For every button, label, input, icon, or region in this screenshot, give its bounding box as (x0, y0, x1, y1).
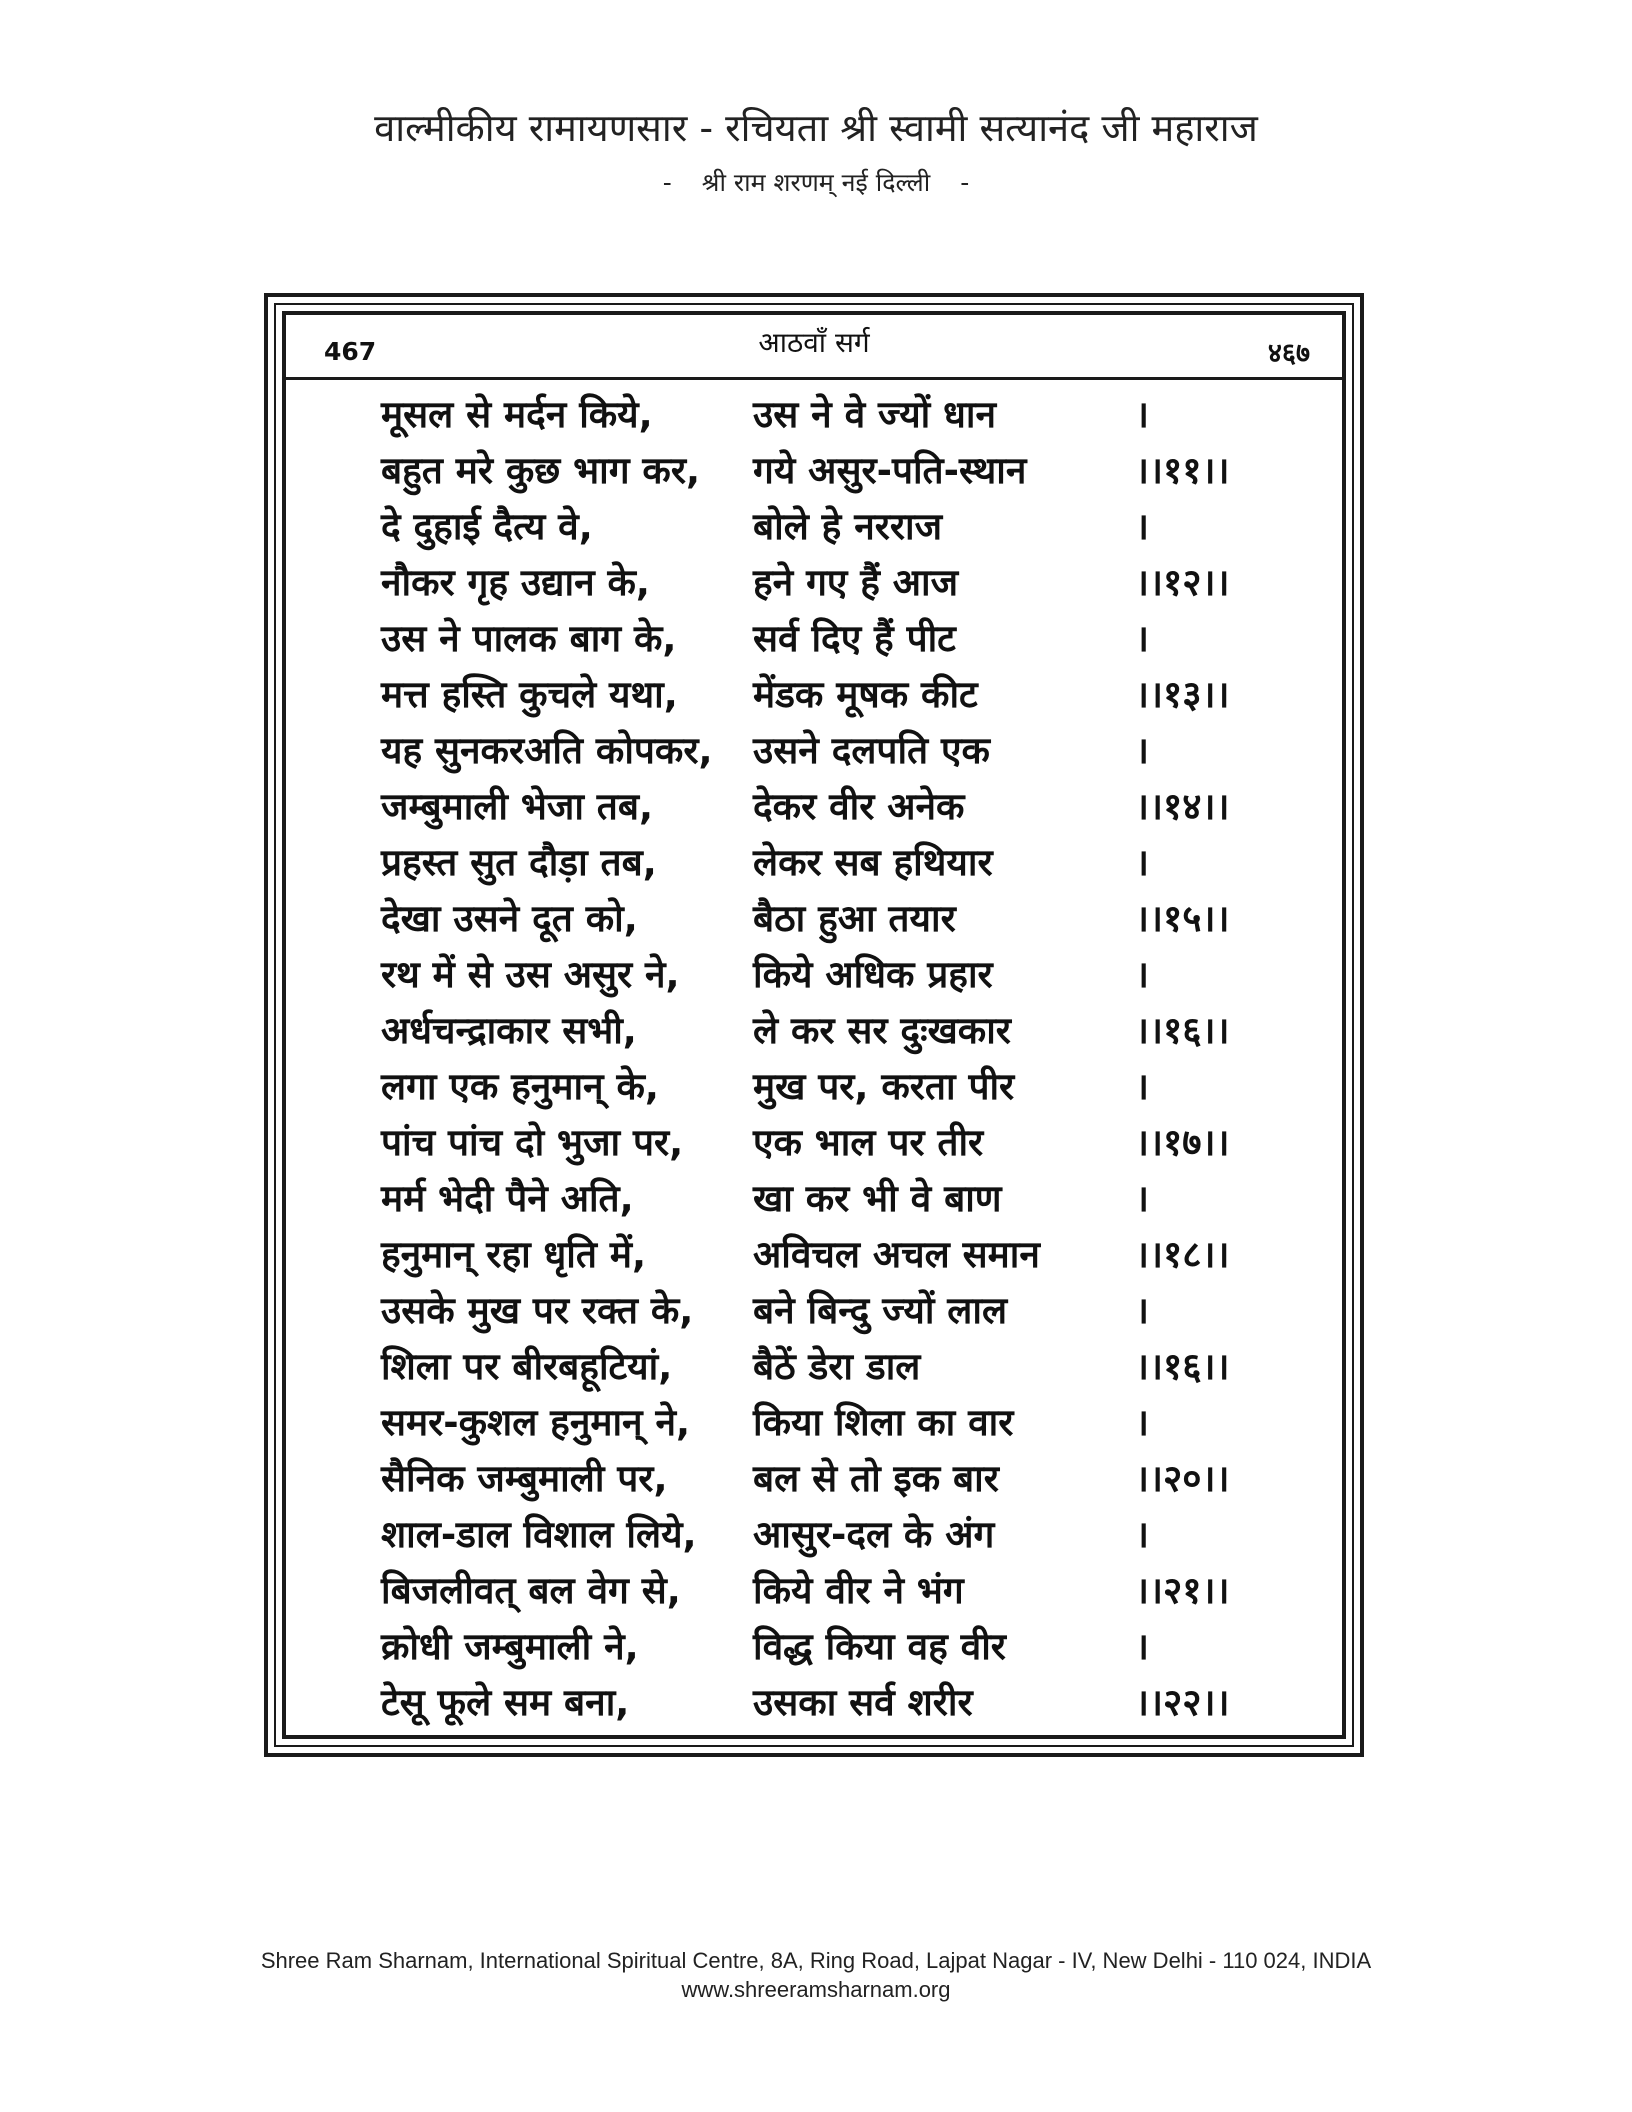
verse-first-half: जम्बुमाली भेजा तब, (381, 785, 654, 828)
verse-second-half: हने गए हैं आज (753, 561, 959, 604)
verse-first-half: देखा उसने दूत को, (381, 897, 638, 940)
verse-second-half: ले कर सर दुःखकार (753, 1009, 1011, 1052)
verse-number-mark: । (1135, 729, 1150, 772)
verse-second-half: देकर वीर अनेक (753, 785, 965, 828)
verse-line (286, 1003, 1342, 1059)
verse-number-mark: ।।१७।। (1135, 1121, 1230, 1164)
verse-number-mark: ।।१६।। (1135, 1345, 1230, 1388)
verse-first-half: शाल-डाल विशाल लिये, (381, 1513, 697, 1556)
verse-line (286, 891, 1342, 947)
verse-line (286, 1507, 1342, 1563)
verse-number-mark: ।।११।। (1135, 449, 1230, 492)
verse-second-half: बल से तो इक बार (753, 1457, 999, 1500)
footer-address: Shree Ram Sharnam, International Spiritual Centre, 8A, Ring Road, Lajpat Nagar - IV, New Delhi - 110 024, INDIA (260, 1948, 1372, 1973)
verse-line (286, 1619, 1342, 1675)
verse-first-half: लगा एक हनुमान् के, (381, 1065, 659, 1108)
book-title: वाल्मीकीय रामायणसार - रचियता श्री स्वामी सत्यानंद जी महाराज (374, 106, 1258, 150)
verse-first-half: सैनिक जम्बुमाली पर, (381, 1457, 668, 1500)
verse-first-half: उस ने पालक बाग के, (381, 617, 677, 660)
verse-number-mark: । (1135, 617, 1150, 660)
verse-line (286, 1675, 1342, 1731)
verse-second-half: किये अधिक प्रहार (753, 953, 993, 996)
verse-first-half: दे दुहाई दैत्य वे, (381, 505, 593, 548)
verse-number-mark: । (1135, 1513, 1150, 1556)
verse-first-half: मत्त हस्ति कुचले यथा, (381, 673, 678, 716)
publisher-name: श्री राम शरणम् नई दिल्ली (701, 168, 931, 197)
page-frame (264, 293, 1364, 1757)
verse-second-half: आसुर-दल के अंग (753, 1513, 995, 1556)
verse-line (286, 443, 1342, 499)
verse-number-mark: । (1135, 1065, 1150, 1108)
verse-number-mark: । (1135, 1289, 1150, 1332)
dash-right: - (960, 168, 970, 197)
verse-line (286, 1395, 1342, 1451)
verse-number-mark: ।।१३।। (1135, 673, 1230, 716)
chapter-title: आठवाँ सर्ग (758, 326, 870, 359)
verse-line (286, 667, 1342, 723)
verse-second-half: उसका सर्व शरीर (753, 1681, 973, 1724)
page-number-devanagari: ४६७ (1267, 338, 1310, 369)
verse-number-mark: ।।१६।। (1135, 1009, 1230, 1052)
verse-second-half: अविचल अचल समान (753, 1233, 1040, 1276)
page-frame-middle (274, 303, 1354, 1747)
verse-number-mark: ।।२१।। (1135, 1569, 1230, 1612)
verse-number-mark: ।।१४।। (1135, 785, 1230, 828)
page-header (286, 315, 1342, 380)
verse-second-half: खा कर भी वे बाण (753, 1177, 1002, 1220)
verse-line (286, 723, 1342, 779)
verse-second-half: सर्व दिए हैं पीट (753, 617, 956, 660)
verse-line (286, 1059, 1342, 1115)
verse-number-mark: ।।२०।। (1135, 1457, 1230, 1500)
verse-line (286, 1339, 1342, 1395)
verse-line (286, 779, 1342, 835)
verse-first-half: बिजलीवत् बल वेग से, (381, 1569, 681, 1612)
verse-first-half: उसके मुख पर रक्त के, (381, 1289, 694, 1332)
verse-first-half: टेसू फूले सम बना, (381, 1681, 630, 1724)
page-number-arabic: 467 (324, 337, 377, 366)
verse-first-half: यह सुनकरअति कोपकर, (381, 729, 713, 772)
verse-number-mark: ।।१२।। (1135, 561, 1230, 604)
verse-second-half: लेकर सब हथियार (753, 841, 993, 884)
verse-number-mark: । (1135, 1401, 1150, 1444)
verse-first-half: पांच पांच दो भुजा पर, (381, 1121, 684, 1164)
verse-second-half: मेंडक मूषक कीट (753, 673, 978, 716)
verse-number-mark: । (1135, 1177, 1150, 1220)
verse-line (286, 1115, 1342, 1171)
publisher-line (0, 166, 1632, 200)
dash-left: - (662, 168, 672, 197)
verse-line (286, 555, 1342, 611)
verse-line (286, 1451, 1342, 1507)
verse-first-half: नौकर गृह उद्यान के, (381, 561, 650, 604)
verse-line (286, 387, 1342, 443)
verse-number-mark: । (1135, 393, 1150, 436)
verse-line (286, 1171, 1342, 1227)
verse-list (286, 387, 1342, 1731)
verse-first-half: मूसल से मर्दन किये, (381, 393, 653, 436)
verse-first-half: बहुत मरे कुछ भाग कर, (381, 449, 701, 492)
verse-number-mark: । (1135, 1625, 1150, 1668)
verse-line (286, 611, 1342, 667)
verse-second-half: विद्ध किया वह वीर (753, 1625, 1006, 1668)
verse-number-mark: । (1135, 841, 1150, 884)
verse-second-half: किये वीर ने भंग (753, 1569, 964, 1612)
verse-first-half: रथ में से उस असुर ने, (381, 953, 680, 996)
verse-line (286, 1227, 1342, 1283)
verse-number-mark: । (1135, 505, 1150, 548)
verse-second-half: उस ने वे ज्यों धान (753, 393, 997, 436)
verse-first-half: हनुमान् रहा धृति में, (381, 1233, 647, 1276)
verse-second-half: किया शिला का वार (753, 1401, 1014, 1444)
verse-second-half: बैठा हुआ तयार (753, 897, 956, 940)
verse-second-half: बने बिन्दु ज्यों लाल (753, 1289, 1008, 1332)
verse-second-half: बैठें डेरा डाल (753, 1345, 921, 1388)
verse-first-half: प्रहस्त सुत दौड़ा तब, (381, 841, 657, 884)
verse-number-mark: । (1135, 953, 1150, 996)
verse-number-mark: ।।२२।। (1135, 1681, 1230, 1724)
verse-line (286, 1563, 1342, 1619)
verse-first-half: समर-कुशल हनुमान् ने, (381, 1401, 691, 1444)
verse-line (286, 1283, 1342, 1339)
footer-website[interactable]: www.shreeramsharnam.org (681, 1977, 951, 2002)
verse-number-mark: ।।१५।। (1135, 897, 1230, 940)
verse-second-half: एक भाल पर तीर (753, 1121, 984, 1164)
verse-first-half: शिला पर बीरबहूटियां, (381, 1345, 673, 1388)
verse-line (286, 499, 1342, 555)
verse-number-mark: ।।१८।। (1135, 1233, 1230, 1276)
verse-first-half: अर्धचन्द्राकार सभी, (381, 1009, 637, 1052)
verse-line (286, 835, 1342, 891)
verse-first-half: क्रोधी जम्बुमाली ने, (381, 1625, 639, 1668)
verse-first-half: मर्म भेदी पैने अति, (381, 1177, 634, 1220)
verse-second-half: गये असुर-पति-स्थान (753, 449, 1027, 492)
page-frame-inner (282, 311, 1346, 1739)
verse-second-half: बोले हे नरराज (753, 505, 943, 548)
verse-line (286, 947, 1342, 1003)
verse-second-half: उसने दलपति एक (753, 729, 990, 772)
verse-second-half: मुख पर, करता पीर (753, 1065, 1015, 1108)
